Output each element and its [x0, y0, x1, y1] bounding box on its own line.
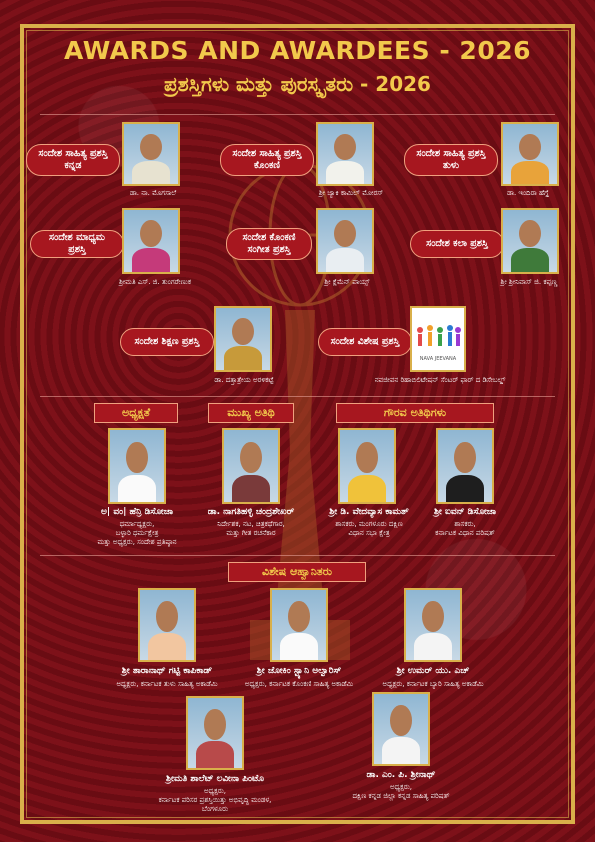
awardee-name: ಶ್ರೀ ಜ್ಯಾಕಿ ಕಾಮಿಲ್ ಮೋರಸ್	[318, 189, 384, 197]
awardee-photo	[122, 208, 180, 274]
awardee-photo	[501, 122, 559, 186]
awardee-name: ಶ್ರೀ ಕ್ಲೆಮೆನ್ ಪಾಯ್ಸ್	[324, 278, 370, 286]
section-head-guests: ಗೌರವ ಅತಿಥಿಗಳು	[336, 403, 494, 423]
invitee-name: ಶ್ರೀ ಉಮರ್ ಯು. ಎಚ್	[396, 666, 470, 676]
dignitary-name: ಡಾ. ನಾಗತಿಹಳ್ಳಿ ಚಂದ್ರಶೇಖರ್	[207, 507, 295, 517]
award-label-kannada-literature: ಸಂದೇಶ ಸಾಹಿತ್ಯ ಪ್ರಶಸ್ತಿ ಕನ್ನಡ	[26, 144, 120, 176]
logo-text: NAVA JEEVANA	[419, 356, 457, 362]
award-label-konkani-music: ಸಂದೇಶ ಕೊಂಕಣಿ ಸಂಗೀತ ಪ್ರಶಸ್ತಿ	[226, 228, 312, 260]
awardee-name: ಡಾ. ದತ್ತಾತ್ರೇಯ ಅರಳಿಕಟ್ಟೆ	[214, 376, 274, 384]
section-head-chief-guest: ಮುಖ್ಯ ಅತಿಥಿ	[208, 403, 294, 423]
dignitary-photo	[338, 428, 396, 504]
award-label-education: ಸಂದೇಶ ಶಿಕ್ಷಣ ಪ್ರಶಸ್ತಿ	[120, 328, 214, 356]
award-label-art: ಸಂದೇಶ ಕಲಾ ಪ್ರಶಸ್ತಿ	[410, 230, 504, 258]
dignitary-role: ನಿರ್ದೇಶಕ, ನಟ, ಚಿತ್ರಕಥೆಗಾರ, ಮತ್ತು ಗೀತ ರಚನೆಕಾರ	[217, 520, 285, 537]
award-label-konkani-literature: ಸಂದೇಶ ಸಾಹಿತ್ಯ ಪ್ರಶಸ್ತಿ ಕೊಂಕಣಿ	[220, 144, 314, 176]
awardee-photo	[122, 122, 180, 186]
dignitary-name: ಶ್ರೀ ಡಿ. ವೇದವ್ಯಾಸ ಕಾಮತ್	[329, 507, 409, 517]
dignitary-photo	[222, 428, 280, 504]
awardee-photo	[501, 208, 559, 274]
dignitary-photo	[108, 428, 166, 504]
invitee-photo	[138, 588, 196, 662]
awardee-name: ಡಾ. ನಾ. ಮೊಗಸಾಲೆ	[129, 189, 177, 197]
awardee-name: ಶ್ರೀ ಶ್ರೀನಿವಾಸ್ ಜಿ. ಕಪ್ಪಣ್ಣ	[500, 278, 558, 286]
divider	[40, 114, 555, 115]
invitee-role: ಅಧ್ಯಕ್ಷರು, ಕರ್ನಾಟಕ ಬ್ಯಾರಿ ಸಾಹಿತ್ಯ ಅಕಾಡೆಮಿ	[382, 680, 484, 688]
invitee-name: ಡಾ. ಎಂ. ಪಿ. ಶ್ರೀನಾಥ್	[366, 770, 436, 780]
invitee-role: ಅಧ್ಯಕ್ಷರು, ಕರ್ನಾಟಕ ತುಳು ಸಾಹಿತ್ಯ ಅಕಾಡೆಮಿ	[116, 680, 218, 688]
awardee-photo	[214, 306, 272, 372]
awardee-name: ಶ್ರೀಮತಿ ಎಸ್. ಜಿ. ತುಂಗರೇಣುಕ	[119, 278, 191, 286]
people-figures-icon	[412, 318, 464, 358]
page-title-kannada: ಪ್ರಶಸ್ತಿಗಳು ಮತ್ತು ಪುರಸ್ಕೃತರು - 2026	[164, 72, 431, 96]
dignitary-role: ಧರ್ಮಾಧ್ಯಕ್ಷರು, ಬಳ್ಳಾರಿ ಧರ್ಮಕ್ಷೇತ್ರ ಮತ್ತು ಅಧ್ಯಕ್ಷರು, ಸಂದೇಶ ಪ್ರತಿಷ್ಠಾನ	[97, 520, 177, 546]
invitee-role: ಅಧ್ಯಕ್ಷರು, ಕರ್ನಾಟಕ ಕೊಂಕಣಿ ಸಾಹಿತ್ಯ ಅಕಾಡೆಮಿ	[244, 680, 354, 688]
nava-jeevana-logo	[410, 306, 466, 372]
invitee-role: ಅಧ್ಯಕ್ಷರು, ಕರ್ನಾಟಕ ಪರಿಸರ ಪ್ರಶಸ್ತಿಯಿತ್ತು ಅಭಿವೃದ್ಧಿ ಮಂಡಳ, ಬೆಂಗಳೂರು	[158, 787, 272, 813]
invitee-photo	[186, 696, 244, 770]
dignitary-photo	[436, 428, 494, 504]
award-label-special: ಸಂದೇಶ ವಿಶೇಷ ಪ್ರಶಸ್ತಿ	[318, 328, 412, 356]
invitee-photo	[270, 588, 328, 662]
awardee-name: ಡಾ. ಇಂದಿರಾ ಹೆಗ್ಡೆ	[507, 189, 549, 197]
awardee-photo	[316, 208, 374, 274]
invitee-name: ಶ್ರೀ ಜೋಕಿಂ ಸ್ಟ್ಯಾನಿ ಅಲ್ವಾರಿಸ್	[256, 666, 342, 676]
dignitary-name: ಅ| ವಂ| ಹೆನ್ರಿ ಡಿಸೋಜಾ	[100, 507, 174, 517]
divider	[40, 555, 555, 556]
dignitary-role: ಶಾಸಕರು, ಕರ್ನಾಟಕ ವಿಧಾನ ಪರಿಷತ್	[435, 520, 495, 537]
section-head-special-invitees: ವಿಶೇಷ ಆಹ್ವಾನಿತರು	[228, 562, 366, 582]
awardee-name: ನವಜೀವನ ರಿಹಾಬಿಲಿಟೇಷನ್ ಸೆಂಟರ್ ಫಾರ್ ದ ಡಿಸೇಬಲ್ಡ್	[374, 376, 506, 384]
award-label-media: ಸಂದೇಶ ಮಾಧ್ಯಮ ಪ್ರಶಸ್ತಿ	[30, 230, 124, 258]
invitee-photo	[404, 588, 462, 662]
dignitary-role: ಶಾಸಕರು, ಮಂಗಳೂರು ದಕ್ಷಿಣ ವಿಧಾನ ಸಭಾ ಕ್ಷೇತ್ರ	[335, 520, 403, 537]
awardee-photo	[316, 122, 374, 186]
dignitary-name: ಶ್ರೀ ಐವನ್ ಡಿಸೋಜಾ	[433, 507, 497, 517]
section-head-president: ಅಧ್ಯಕ್ಷತೆ	[94, 403, 178, 423]
divider	[40, 396, 555, 397]
invitee-role: ಅಧ್ಯಕ್ಷರು, ದಕ್ಷಿಣ ಕನ್ನಡ ಜಿಲ್ಲಾ ಕನ್ನಡ ಸಾಹಿತ್ಯ ಪರಿಷತ್	[352, 783, 450, 800]
invitee-photo	[372, 692, 430, 766]
invitee-name: ಶ್ರೀಮತಿ ಶಾಲೆಟ್ ಲವೀನಾ ಪಿಂಟೊ	[166, 774, 264, 784]
page-title-english: AWARDS AND AWARDEES - 2026	[63, 36, 532, 65]
invitee-name: ಶ್ರೀ ತಾರಾನಾಥ್ ಗಟ್ಟಿ ಕಾಪಿಕಾಡ್	[121, 666, 213, 676]
award-label-tulu-literature: ಸಂದೇಶ ಸಾಹಿತ್ಯ ಪ್ರಶಸ್ತಿ ತುಳು	[404, 144, 498, 176]
